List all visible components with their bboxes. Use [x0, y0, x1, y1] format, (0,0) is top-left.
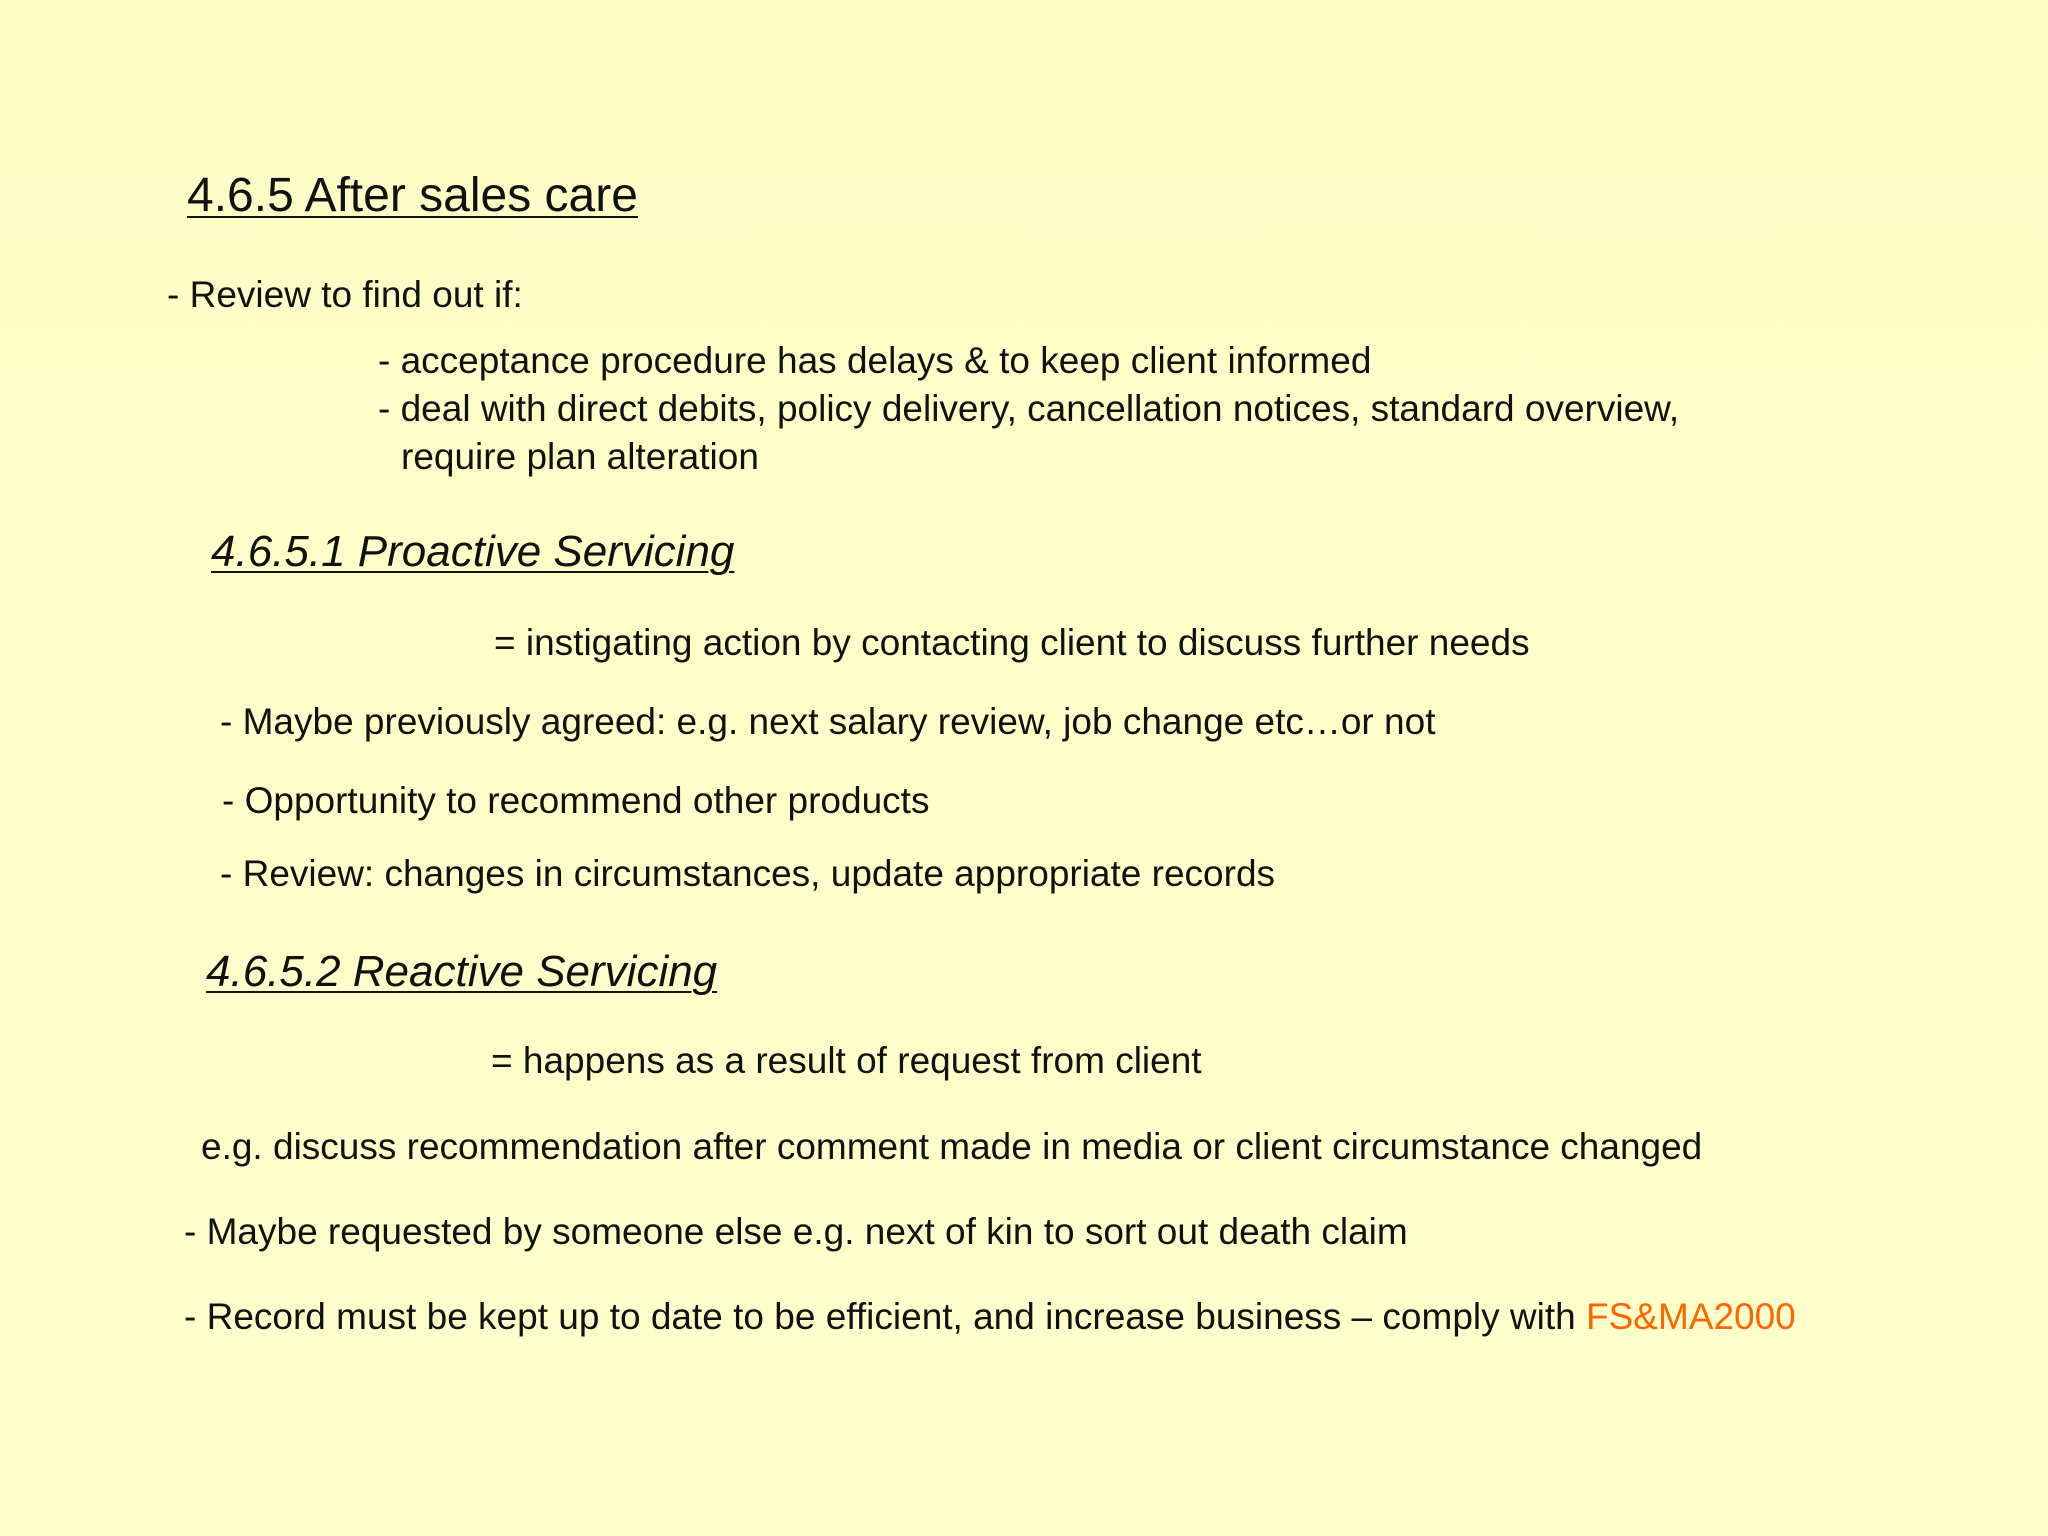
reactive-point-text: - Record must be kept up to date to be efficient, and increase business – comply with — [184, 1296, 1586, 1337]
reactive-definition: = happens as a result of request from client — [491, 1040, 1202, 1081]
reactive-example: e.g. discuss recommendation after comment made in media or client circumstance changed — [201, 1126, 1703, 1167]
review-item: - deal with direct debits, policy delivery, cancellation notices, standard overview, — [378, 388, 1680, 429]
proactive-definition: = instigating action by contacting client to discuss further needs — [494, 622, 1530, 663]
proactive-heading: 4.6.5.1 Proactive Servicing — [211, 527, 735, 576]
reactive-point-with-regulation — [184, 1298, 1796, 1335]
reactive-point: - Maybe requested by someone else e.g. next of kin to sort out death claim — [184, 1211, 1408, 1252]
review-intro: - Review to find out if: — [167, 274, 523, 315]
reactive-heading: 4.6.5.2 Reactive Servicing — [206, 947, 718, 996]
review-item: - acceptance procedure has delays & to keep client informed — [378, 340, 1372, 381]
regulation-reference: FS&MA2000 — [1585, 1296, 1796, 1337]
proactive-point: - Review: changes in circumstances, update appropriate records — [220, 853, 1276, 894]
proactive-point: - Maybe previously agreed: e.g. next salary review, job change etc…or not — [220, 701, 1436, 742]
proactive-point: - Opportunity to recommend other products — [222, 780, 930, 821]
slide-title: 4.6.5 After sales care — [187, 169, 638, 222]
review-item-continuation: require plan alteration — [401, 436, 759, 477]
